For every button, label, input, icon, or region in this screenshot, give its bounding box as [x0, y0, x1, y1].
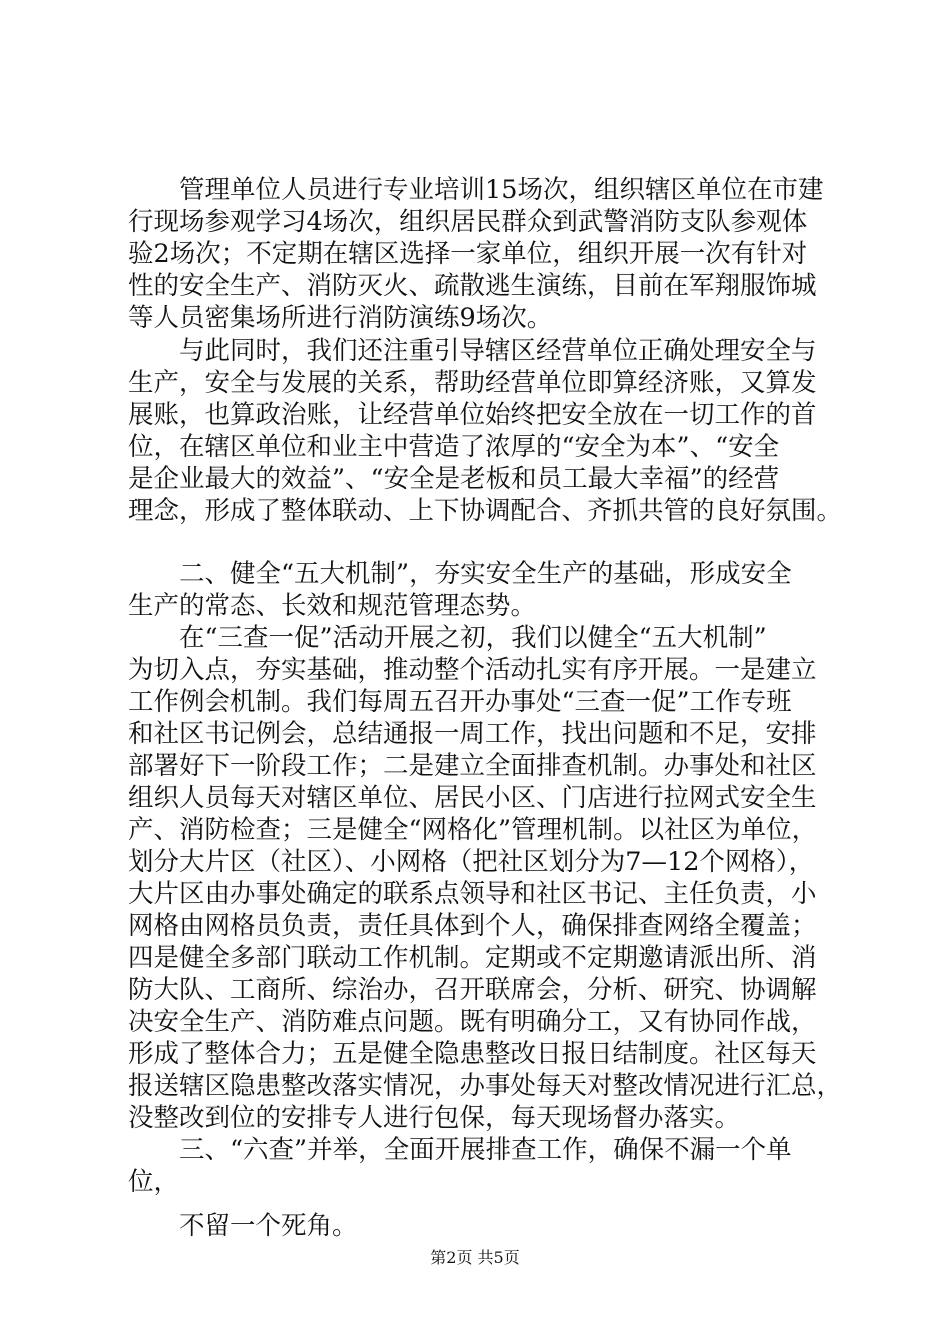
- body-line: 划分大片区（社区）、小网格（把社区划分为7—12个网格），: [128, 847, 815, 877]
- body-line: 管理单位人员进行专业培训15场次，组织辖区单位在市建: [128, 175, 824, 205]
- body-line: 与此同时，我们还注重引导辖区经营单位正确处理安全与: [128, 336, 817, 366]
- section-heading-line: 生产的常态、长效和规范管理态势。: [128, 591, 537, 621]
- body-line: 大片区由办事处确定的联系点领导和社区书记、主任负责，小: [128, 879, 817, 909]
- body-line: 决安全生产、消防难点问题。既有明确分工，又有协同作战，: [128, 1007, 817, 1037]
- body-line: 生产，安全与发展的关系，帮助经营单位即算经济账，又算发: [128, 368, 817, 398]
- body-line: 性的安全生产、消防灭火、疏散逃生演练，目前在军翔服饰城: [128, 271, 817, 301]
- body-line: 四是健全多部门联动工作机制。定期或不定期邀请派出所、消: [128, 943, 817, 973]
- body-line: 没整改到位的安排专人进行包保，每天现场督办落实。: [128, 1103, 741, 1133]
- body-line: 是企业最大的效益”、“安全是老板和员工最大幸福”的经营: [128, 464, 780, 494]
- body-line: 行现场参观学习4场次，组织居民群众到武警消防支队参观体: [128, 207, 808, 237]
- body-line: 理念，形成了整体联动、上下协调配合、齐抓共管的良好氛围。: [128, 496, 843, 526]
- body-line: 形成了整体合力；五是健全隐患整改日报日结制度。社区每天: [128, 1039, 817, 1069]
- body-line: 不留一个死角。: [128, 1211, 358, 1241]
- body-line: 和社区书记例会，总结通报一周工作，找出问题和不足，安排: [128, 719, 817, 749]
- body-line: 防大队、工商所、综治办，召开联席会，分析、研究、协调解: [128, 975, 817, 1005]
- body-line: 报送辖区隐患整改落实情况，办事处每天对整改情况进行汇总，: [128, 1071, 843, 1101]
- section-heading-line: 位，: [128, 1167, 180, 1197]
- section-heading-line: 二、健全“五大机制”，夯实安全生产的基础，形成安全: [128, 559, 792, 589]
- body-line: 为切入点，夯实基础，推动整个活动扎实有序开展。一是建立: [128, 655, 817, 685]
- body-line: 展账，也算政治账，让经营单位始终把安全放在一切工作的首: [128, 400, 817, 430]
- body-line: 网格由网格员负责，责任具体到个人，确保排查网络全覆盖；: [128, 911, 817, 941]
- body-line: 产、消防检查；三是健全“网格化”管理机制。以社区为单位，: [128, 815, 818, 845]
- section-heading-line: 三、“六查”并举，全面开展排查工作，确保不漏一个单: [128, 1135, 792, 1165]
- body-line: 工作例会机制。我们每周五召开办事处“三查一促”工作专班: [128, 687, 792, 717]
- page-footer: 第2页 共5页: [430, 1248, 520, 1267]
- body-line: 部署好下一阶段工作；二是建立全面排查机制。办事处和社区: [128, 751, 817, 781]
- body-line: 验2场次；不定期在辖区选择一家单位，组织开展一次有针对: [128, 239, 808, 269]
- body-line: 等人员密集场所进行消防演练9场次。: [128, 303, 553, 333]
- body-line: 组织人员每天对辖区单位、居民小区、门店进行拉网式安全生: [128, 783, 817, 813]
- body-line: 在“三查一促”活动开展之初，我们以健全“五大机制”: [128, 623, 767, 653]
- body-line: 位，在辖区单位和业主中营造了浓厚的“安全为本”、“安全: [128, 432, 780, 462]
